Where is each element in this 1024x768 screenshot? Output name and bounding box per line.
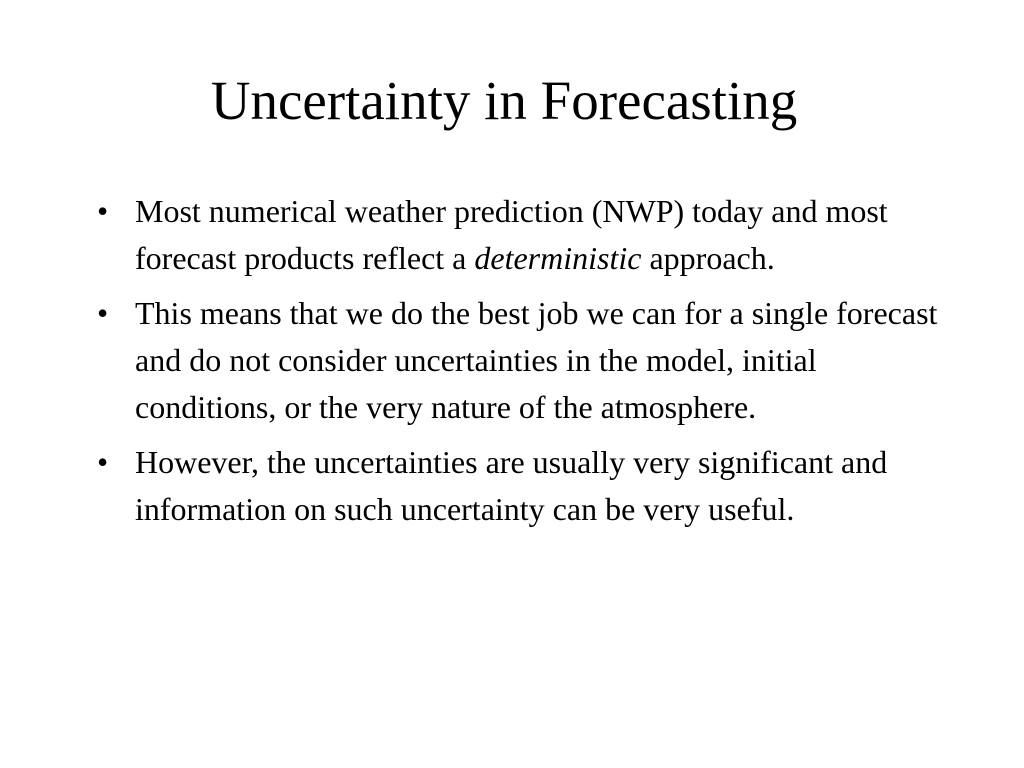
bullet-item-uncertainties: [95, 439, 955, 533]
bullet-text-before: Most numerical weather prediction (NWP) today and most forecast products reflect a: [135, 193, 888, 276]
bullet-text-after: approach.: [641, 240, 775, 276]
bullet-item-deterministic: [95, 188, 955, 282]
bullet-marker: •: [97, 193, 109, 229]
bullet-list: [95, 188, 955, 541]
bullet-text: This means that we do the best job we can for a single forecast and do not consider uncertainties in the model, initial conditions, or the very nature of the atmosphere.: [135, 295, 938, 425]
bullet-marker: •: [97, 295, 109, 331]
bullet-marker: •: [97, 444, 109, 480]
bullet-emphasis-deterministic: deterministic: [474, 240, 642, 276]
slide-title: Uncertainty in Forecasting: [210, 70, 798, 131]
bullet-item-single-forecast: [95, 290, 955, 431]
bullet-text: However, the uncertainties are usually very significant and information on such uncertainty can be very useful.: [135, 444, 888, 527]
